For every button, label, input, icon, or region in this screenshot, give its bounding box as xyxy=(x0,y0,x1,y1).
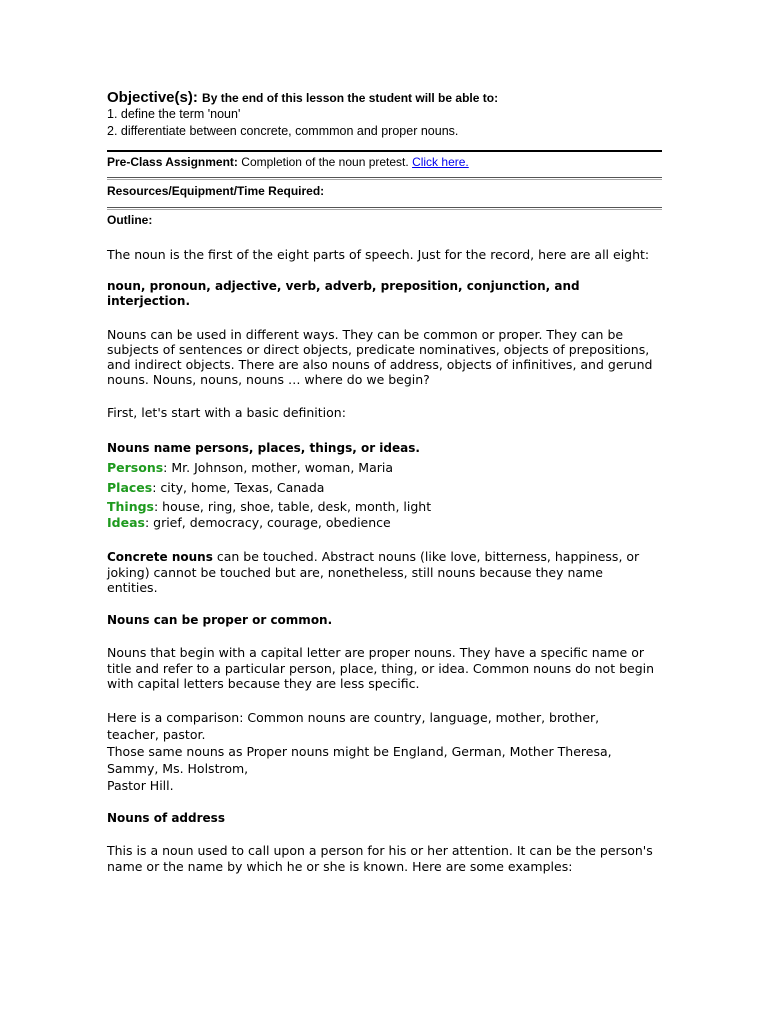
resources-label: Resources/Equipment/Time Required: xyxy=(107,184,325,198)
category-label: Places xyxy=(107,480,153,495)
divider xyxy=(107,207,662,210)
pretest-link[interactable]: Click here. xyxy=(412,155,469,169)
category-things xyxy=(107,499,431,514)
objectives-label: Objective(s): xyxy=(107,89,198,106)
usage-line: Nouns can be used in different ways. They can be common or proper. They can be xyxy=(107,327,624,342)
concrete-line: entities. xyxy=(107,580,158,595)
category-persons xyxy=(107,460,393,475)
usage-line: subjects of sentences or direct objects, predicate nominatives, objects of prepositions, xyxy=(107,342,650,357)
proper-common-heading: Nouns can be proper or common. xyxy=(107,613,333,627)
divider xyxy=(107,177,662,180)
address-line: This is a noun used to call upon a person for his or her attention. It can be the person's xyxy=(107,843,653,858)
concrete-text: can be touched. Abstract nouns (like love, bitterness, happiness, or xyxy=(216,549,640,564)
definition-heading: Nouns name persons, places, things, or ideas. xyxy=(107,441,420,455)
comparison-line: Those same nouns as Proper nouns might be England, German, Mother Theresa, xyxy=(107,744,612,759)
category-examples: : house, ring, shoe, table, desk, month, light xyxy=(154,499,432,514)
address-line: name or the name by which he or she is known. Here are some examples: xyxy=(107,859,573,874)
address-heading: Nouns of address xyxy=(107,811,225,825)
objective-item-1: 1. define the term 'noun' xyxy=(107,107,241,121)
usage-paragraph xyxy=(107,327,652,387)
divider xyxy=(107,150,662,152)
concrete-label: Concrete nouns xyxy=(107,550,213,564)
comparison-line: Pastor Hill. xyxy=(107,778,174,793)
concrete-paragraph xyxy=(107,549,639,595)
usage-line: and indirect objects. There are also nouns of address, objects of infinitives, and gerund xyxy=(107,357,653,372)
proper-paragraph xyxy=(107,645,654,692)
proper-line: title and refer to a particular person, place, thing, or idea. Common nouns do not begin xyxy=(107,660,655,676)
intro-paragraph: The noun is the first of the eight parts of speech. Just for the record, here are all eight: xyxy=(107,247,650,262)
parts-of-speech-line-1: noun, pronoun, adjective, verb, adverb, preposition, conjunction, and xyxy=(107,279,580,293)
concrete-line xyxy=(107,549,639,565)
comparison-line: Sammy, Ms. Holstrom, xyxy=(107,761,249,776)
category-label: Ideas xyxy=(107,515,145,530)
category-places xyxy=(107,480,324,495)
proper-line: Nouns that begin with a capital letter are proper nouns. They have a specific name or xyxy=(107,645,645,660)
objectives-heading xyxy=(107,89,498,106)
category-label: Persons xyxy=(107,460,164,475)
address-paragraph xyxy=(107,843,653,875)
category-examples: : Mr. Johnson, mother, woman, Maria xyxy=(163,460,394,475)
comparison-line: teacher, pastor. xyxy=(107,727,206,742)
category-ideas xyxy=(107,515,391,530)
usage-line: nouns. Nouns, nouns, nouns … where do we begin? xyxy=(107,372,430,387)
category-label: Things xyxy=(107,499,154,514)
proper-line: with capital letters because they are less specific. xyxy=(107,676,420,691)
objectives-intro: By the end of this lesson the student will be able to: xyxy=(202,91,499,105)
pre-class-text: Completion of the noun pretest. xyxy=(241,155,409,169)
category-examples: : city, home, Texas, Canada xyxy=(152,480,325,495)
comparison-paragraph xyxy=(107,709,612,794)
concrete-line: joking) cannot be touched but are, nonetheless, still nouns because they name xyxy=(107,565,603,580)
pre-class-assignment xyxy=(107,155,469,169)
outline-label: Outline: xyxy=(107,213,153,227)
parts-of-speech-line-2: interjection. xyxy=(107,294,191,308)
pre-class-label: Pre-Class Assignment: xyxy=(107,155,238,169)
comparison-line: Here is a comparison: Common nouns are country, language, mother, brother, xyxy=(107,710,600,725)
category-examples: : grief, democracy, courage, obedience xyxy=(144,515,391,530)
definition-intro: First, let's start with a basic definition: xyxy=(107,405,346,420)
objective-item-2: 2. differentiate between concrete, commmon and proper nouns. xyxy=(107,124,459,138)
